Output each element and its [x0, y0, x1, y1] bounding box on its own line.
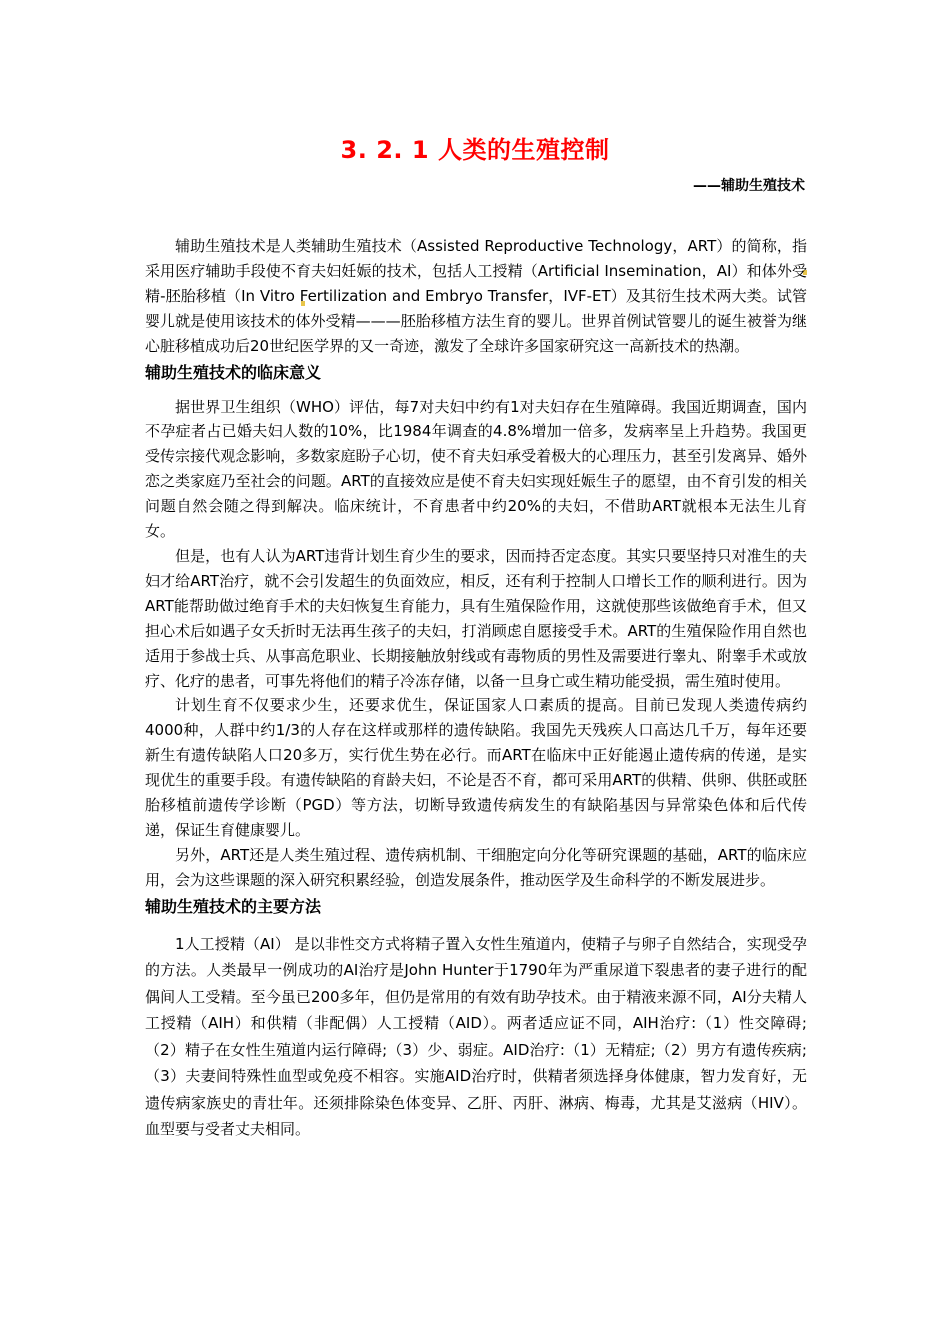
body-paragraph: 计划生育不仅要求少生，还要求优生，保证国家人口素质的提高。目前已发现人类遗传病约4000种，人群中约1/3的人存在这样或那样的遗传缺陷。我国先天残疾人口高达几千万，每年还要新生有遗传缺陷人口20多万，实行优生势在必行。而ART在临床中正好能遏止遗传病的传递，是实现优生的重要手段。有遗传缺陷的育龄夫妇，不论是否不育，都可采用ART的供精、供卵、供胚或胚胎移植前遗传学诊断（PGD）等方法，切断导致遗传病发生的有缺陷基因与异常染色体和后代传递，保证生育健康婴儿。: [145, 696, 807, 839]
body-paragraph: 另外，ART还是人类生殖过程、遗传病机制、干细胞定向分化等研究课题的基础，ART的临床应用，会为这些课题的深入研究积累经验，创造发展条件，推动医学及生命科学的不断发展进步。: [145, 845, 807, 889]
document-title: 3. 2. 1 人类的生殖控制: [340, 136, 610, 164]
section-heading: 辅助生殖技术的主要方法: [145, 896, 322, 916]
body-paragraph: 1人工授精（AI） 是以非性交方式将精子置入女性生殖道内，使精子与卵子自然结合，实现受孕的方法。人类最早一例成功的AI治疗是John Hunter于1790年为严重尿道下裂患者的妻子进行的配偶间人工受精。至今虽已200多年，但仍是常用的有效有助孕技术。由于精液来源不同，AI分夫精人工授精（AIH）和供精（非配偶）人工授精（AID）。两者适应证不同，AIH治疗:（1）性交障碍;（2）精子在女性生殖道内运行障碍;（3）少、弱症。AID治疗:（1）无精症;（2）男方有遗传疾病;（3）夫妻间特殊性血型或免疫不相容。实施AID治疗时，供精者须选择身体健康，智力发育好，无遗传病家族史的青壮年。还须排除染色体变异、乙肝、丙肝、淋病、梅毒，尤其是艾滋病（HIV）。血型要与受者丈夫相同。: [145, 934, 807, 1139]
section-heading: 辅助生殖技术的临床意义: [145, 362, 322, 382]
document-body: [145, 234, 807, 1143]
intro-paragraph: 辅助生殖技术是人类辅助生殖技术（Assisted Reproductive Technology，ART）的简称，指采用医疗辅助手段使不育夫妇妊娠的技术，包括人工授精（Artificial Insemination，AI）和体外受精-胚胎移植（In Vitro Fertilization and Embryo Transfer，IVF-ET）及其衍生技术两大类。试管婴儿就是使用该技术的体外受精———胚胎移植方法生育的婴儿。世界首例试管婴儿的诞生被誉为继心脏移植成功后20世纪医学界的又一奇迹，激发了全球许多国家研究这一高新技术的热潮。: [145, 237, 807, 355]
body-paragraph: 但是，也有人认为ART违背计划生育少生的要求，因而持否定态度。其实只要坚持只对准生的夫妇才给ART治疗，就不会引发超生的负面效应，相反，还有利于控制人口增长工作的顺利进行。因为ART能帮助做过绝育手术的夫妇恢复生育能力，具有生殖保险作用，这就使那些该做绝育手术，但又担心术后如遇子女夭折时无法再生孩子的夫妇，打消顾虑自愿接受手术。ART的生殖保险作用自然也适用于参战士兵、从事高危职业、长期接触放射线或有毒物质的男性及需要进行睾丸、附睾手术或放疗、化疗的患者，可事先将他们的精子冷冻存储，以备一旦身亡或生精功能受损，需生殖时使用。: [145, 546, 807, 690]
document-subtitle: ——辅助生殖技术: [693, 178, 805, 194]
body-paragraph: 据世界卫生组织（WHO）评估，每7对夫妇中约有1对夫妇存在生殖障碍。我国近期调查，国内不孕症者占已婚夫妇人数的10%，比1984年调查的4.8%增加一倍多，发病率呈上升趋势。我国更受传宗接代观念影响，多数家庭盼子心切，使不育夫妇承受着极大的心理压力，甚至引发离异、婚外恋之类家庭乃至社会的问题。ART的直接效应是使不育夫妇实现妊娠生子的愿望，由不育引发的相关问题自然会随之得到解决。临床统计，不育患者中约20%的夫妇，不借助ART就根本无法生儿育女。: [145, 397, 807, 541]
